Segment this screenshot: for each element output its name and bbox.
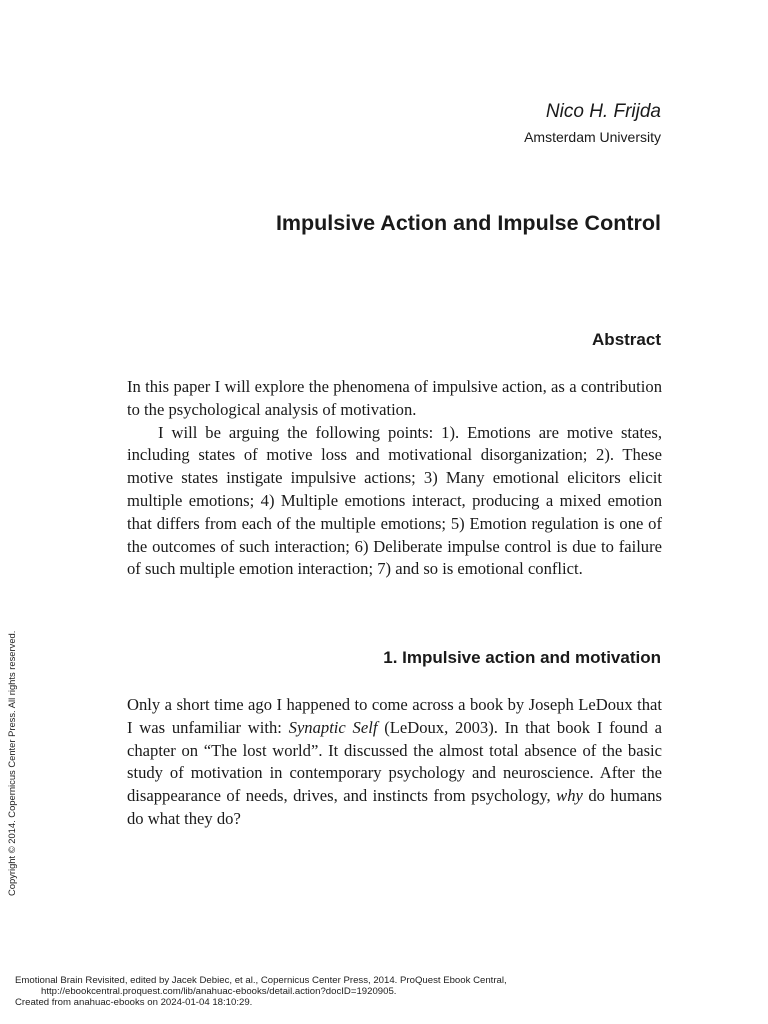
abstract-body: [127, 376, 662, 581]
section-body: [127, 694, 662, 831]
paper-title: Impulsive Action and Impulse Control: [275, 211, 661, 235]
abstract-paragraph-1: In this paper I will explore the phenomena of impulsive action, as a contribution to the psychological analysis of motivation.: [127, 377, 662, 419]
footer-line-1: Emotional Brain Revisited, edited by Jacek Debiec, et al., Copernicus Center Press, 2014. ProQuest Ebook Central,: [15, 975, 507, 986]
why-italic: why: [556, 786, 583, 806]
footer-line-3: Created from anahuac-ebooks on 2024-01-04 18:10:29.: [15, 997, 253, 1009]
abstract-heading: Abstract: [592, 330, 661, 349]
section-text-1: Only a short time ago I happened to come across a book by Joseph LeDoux that I was unfamiliar with:: [127, 695, 662, 737]
section-heading: 1. Impulsive action and motivation: [383, 648, 661, 667]
section-text-3: do humans do what they do?: [127, 786, 662, 828]
footer-line-2: http://ebookcentral.proquest.com/lib/anahuac-ebooks/detail.action?docID=1920905.: [41, 986, 397, 998]
author-name: Nico H. Frijda: [545, 101, 661, 122]
footer-citation: [15, 975, 507, 1009]
abstract-paragraph-2: I will be arguing the following points: 1). Emotions are motive states, including states of motive loss and motivational disorganization; 2). These motive states instigate impulsive actions; 3) Many emotional elicitors elicit multiple emotions; 4) Multiple emotions interact, producing a mixed emotion that differs from each of the multiple emotions; 5) Emotion regulation is one of the outcomes of such interaction; 6) Deliberate impulse control is due to failure of such multiple emotion interaction; 7) and so is emotional conflict.: [127, 422, 662, 579]
book-title-italic: Synaptic Self: [288, 717, 378, 737]
section-paragraph-1: [127, 694, 662, 831]
section-text-2: (LeDoux, 2003). In that book I found a chapter on “The lost world”. It discussed the almost total absence of the basic study of motivation in contemporary psychology and neuroscience. After the disappearance of needs, drives, and instincts from psychology,: [127, 717, 662, 806]
side-copyright-notice: Copyright © 2014. Copernicus Center Press. All rights reserved.: [6, 630, 17, 896]
author-affiliation: Amsterdam University: [524, 129, 661, 145]
